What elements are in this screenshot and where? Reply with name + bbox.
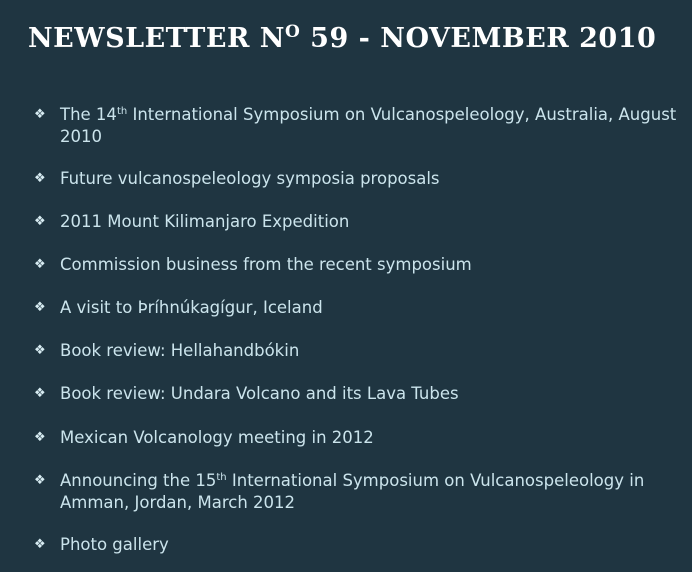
list-item-text[interactable]: 2011 Mount Kilimanjaro Expedition [60, 212, 350, 231]
diamond-bullet-icon: ❖ [34, 257, 46, 272]
list-item-text[interactable]: Photo gallery [60, 535, 169, 554]
diamond-bullet-icon: ❖ [34, 473, 46, 488]
diamond-bullet-icon: ❖ [34, 537, 46, 552]
title-suffix: 59 - NOVEMBER 2010 [300, 23, 657, 54]
list-item-book-review-hellahandbokin[interactable] [34, 340, 684, 362]
list-item-symposia-proposals[interactable] [34, 168, 684, 190]
diamond-bullet-icon: ❖ [34, 300, 46, 315]
list-item-text[interactable]: Announcing the 15th International Symposium on Vulcanospeleology in Amman, Jordan, March 2012 [60, 471, 645, 512]
title-prefix: NEWSLETTER N [28, 23, 285, 54]
list-item-text[interactable]: Mexican Volcanology meeting in 2012 [60, 428, 374, 447]
list-item-commission-business[interactable] [34, 254, 684, 276]
list-item-iceland-visit[interactable] [34, 297, 684, 319]
list-item-text[interactable]: Commission business from the recent symposium [60, 255, 472, 274]
list-item-book-review-undara[interactable] [34, 383, 684, 405]
diamond-bullet-icon: ❖ [34, 214, 46, 229]
list-item-text[interactable]: Future vulcanospeleology symposia proposals [60, 169, 440, 188]
diamond-bullet-icon: ❖ [34, 430, 46, 445]
list-item-text[interactable]: The 14th International Symposium on Vulcanospeleology, Australia, August 2010 [60, 105, 677, 146]
list-item-photo-gallery[interactable] [34, 534, 684, 556]
list-item-text[interactable]: A visit to Þríhnúkagígur, Iceland [60, 298, 323, 317]
title-superscript: O [284, 22, 301, 42]
diamond-bullet-icon: ❖ [34, 386, 46, 401]
list-item-mexican-volcanology[interactable] [34, 427, 684, 449]
diamond-bullet-icon: ❖ [34, 171, 46, 186]
diamond-bullet-icon: ❖ [34, 107, 46, 122]
list-item-text[interactable]: Book review: Undara Volcano and its Lava Tubes [60, 384, 459, 403]
list-item-symposium-australia[interactable] [34, 104, 684, 148]
newsletter-title [28, 22, 656, 54]
diamond-bullet-icon: ❖ [34, 343, 46, 358]
list-item-symposium-amman[interactable] [34, 470, 684, 514]
list-item-text[interactable]: Book review: Hellahandbókin [60, 341, 300, 360]
list-item-kilimanjaro-expedition[interactable] [34, 211, 684, 233]
